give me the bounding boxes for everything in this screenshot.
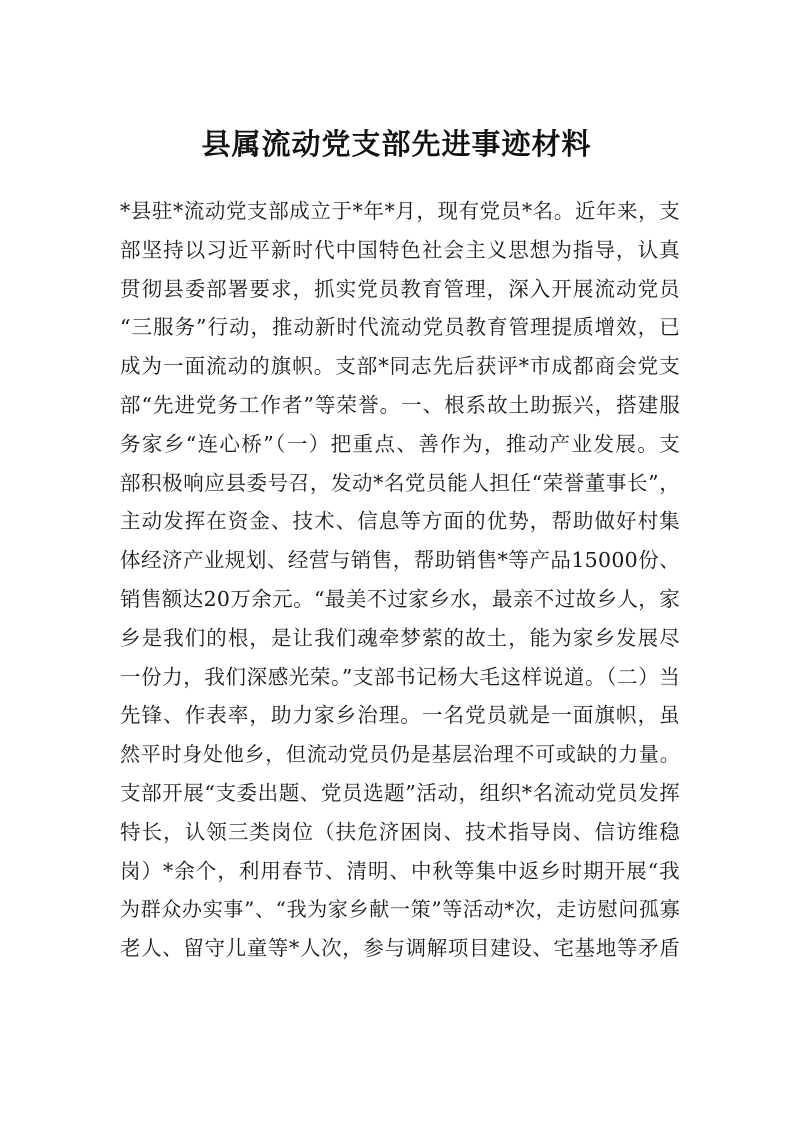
text-line: 成为一面流动的旗帜。支部*同志先后获评*市成都商会党支 [120,354,680,379]
text-line: 支部开展“支委出题、党员选题”活动，组织*名流动党员发挥 [120,780,680,805]
text-line: 销售额达20万余元。“最美不过家乡水，最亲不过故乡人，家 [120,586,680,611]
text-line: 部积极响应县委号召，发动*名党员能人担任“荣誉董事长”， [120,470,680,495]
text-line: 体经济产业规划、经营与销售，帮助销售*等产品15000份、 [120,548,680,573]
text-line: *县驻*流动党支部成立于*年*月，现有党员*名。近年来，支 [120,199,680,223]
text-line: 为群众办实事”、“我为家乡献一策”等活动*次，走访慰问孤寡 [120,897,680,922]
text-line: “三服务”行动，推动新时代流动党员教育管理提质增效，已 [120,315,680,340]
text-line: 乡是我们的根，是让我们魂牵梦萦的故土，能为家乡发展尽 [120,625,680,650]
text-line: 特长，认领三类岗位（扶危济困岗、技术指导岗、信访维稳 [120,819,680,844]
text-line: 主动发挥在资金、技术、信息等方面的优势，帮助做好村集 [120,509,680,534]
text-line: 部坚持以习近平新时代中国特色社会主义思想为指导，认真 [120,237,680,262]
text-line: 先锋、作表率，助力家乡治理。一名党员就是一面旗帜，虽 [120,703,680,728]
text-line: 务家乡“连心桥”（一）把重点、善作为，推动产业发展。支 [120,431,680,456]
body-paragraph [120,192,680,968]
text-line: 一份力，我们深感光荣。”支部书记杨大毛这样说道。（二）当 [120,664,680,689]
document-title: 县属流动党支部先进事迹材料 [201,127,592,161]
text-line: 岗）*余个，利用春节、清明、中秋等集中返乡时期开展“我 [120,858,680,883]
text-line: 老人、留守儿童等*人次，参与调解项目建设、宅基地等矛盾 [120,936,680,961]
text-line: 然平时身处他乡，但流动党员仍是基层治理不可或缺的力量。 [120,742,680,767]
text-line: 贯彻县委部署要求，抓实党员教育管理，深入开展流动党员 [120,276,680,301]
text-line: 部“先进党务工作者”等荣誉。一、根系故土助振兴，搭建服 [120,392,680,417]
